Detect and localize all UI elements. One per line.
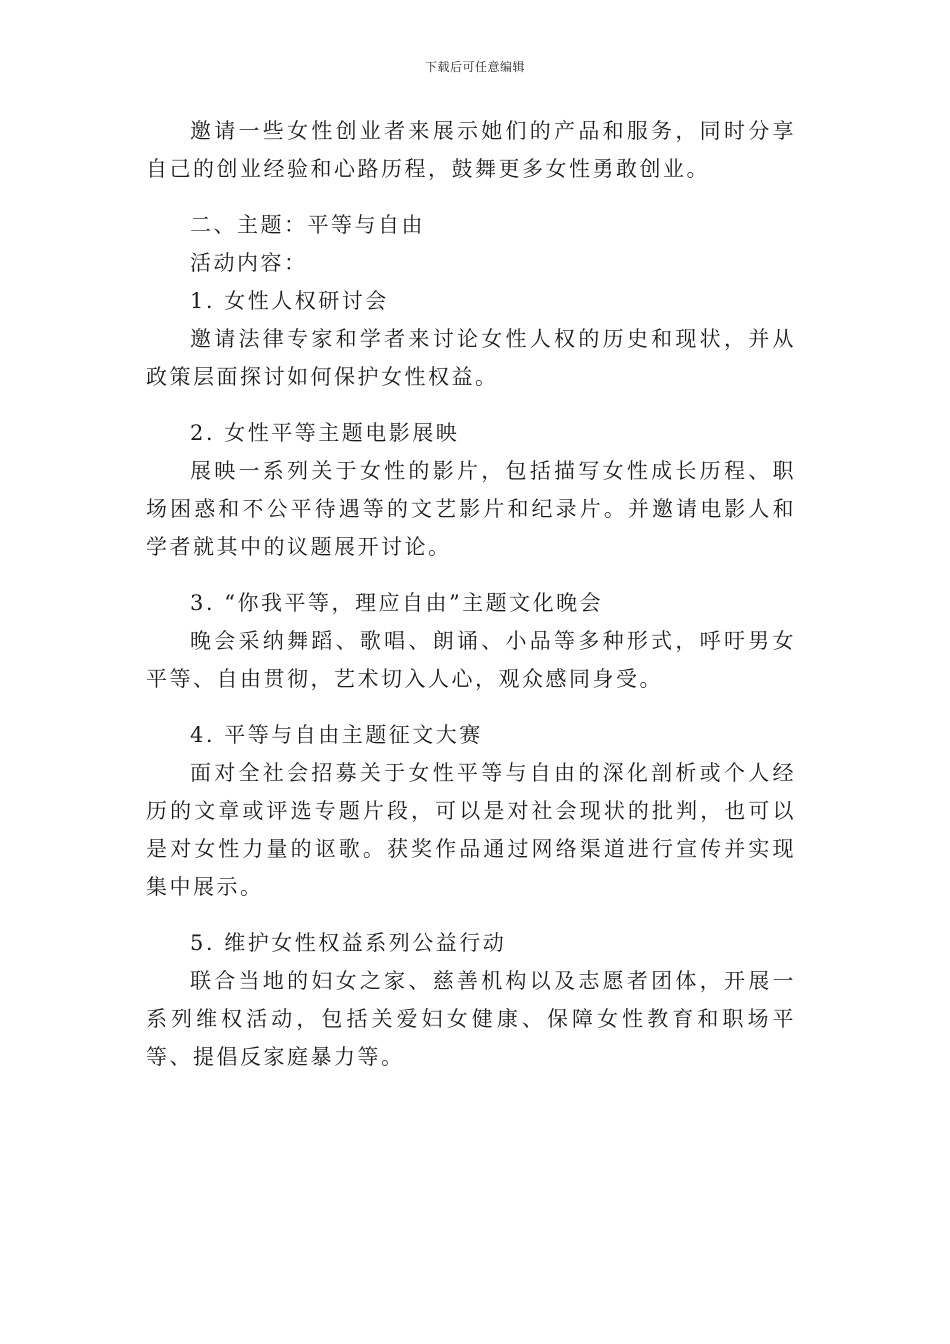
paragraph-entrepreneurs: 邀请一些女性创业者来展示她们的产品和服务，同时分享自己的创业经验和心路历程，鼓舞更多女性勇敢创业。 (146, 119, 796, 181)
activity-content-label: 活动内容： (190, 251, 308, 275)
item-2-text: 展映一系列关于女性的影片，包括描写女性成长历程、职场困惑和不公平待遇等的文艺影片和纪录片。并邀请电影人和学者就其中的议题展开讨论。 (146, 459, 796, 559)
item-4-text: 面对全社会招募关于女性平等与自由的深化剖析或个人经历的文章或评选专题片段，可以是对社会现状的批判，也可以是对女性力量的讴歌。获奖作品通过网络渠道进行宣传并实现集中展示。 (146, 761, 796, 899)
item-2-title: 2. 女性平等主题电影展映 (190, 421, 460, 445)
item-5-text: 联合当地的妇女之家、慈善机构以及志愿者团体，开展一系列维权活动，包括关爱妇女健康、保障女性教育和职场平等、提倡反家庭暴力等。 (146, 969, 796, 1069)
item-4-title: 4. 平等与自由主题征文大赛 (190, 723, 483, 747)
document-body (146, 112, 796, 1076)
section-heading-equality-freedom: 二、主题：平等与自由 (190, 213, 425, 237)
item-1-text: 邀请法律专家和学者来讨论女性人权的历史和现状，并从政策层面探讨如何保护女性权益。 (146, 327, 796, 389)
item-3-title: 3. “你我平等，理应自由”主题文化晚会 (190, 591, 604, 615)
page-header-note: 下载后可任意编辑 (424, 60, 525, 74)
item-1-title: 1. 女性人权研讨会 (190, 289, 389, 313)
item-5-title: 5. 维护女性权益系列公益行动 (190, 931, 507, 955)
item-3-text: 晚会采纳舞蹈、歌唱、朗诵、小品等多种形式，呼吁男女平等、自由贯彻，艺术切入人心，观众感同身受。 (146, 629, 796, 691)
